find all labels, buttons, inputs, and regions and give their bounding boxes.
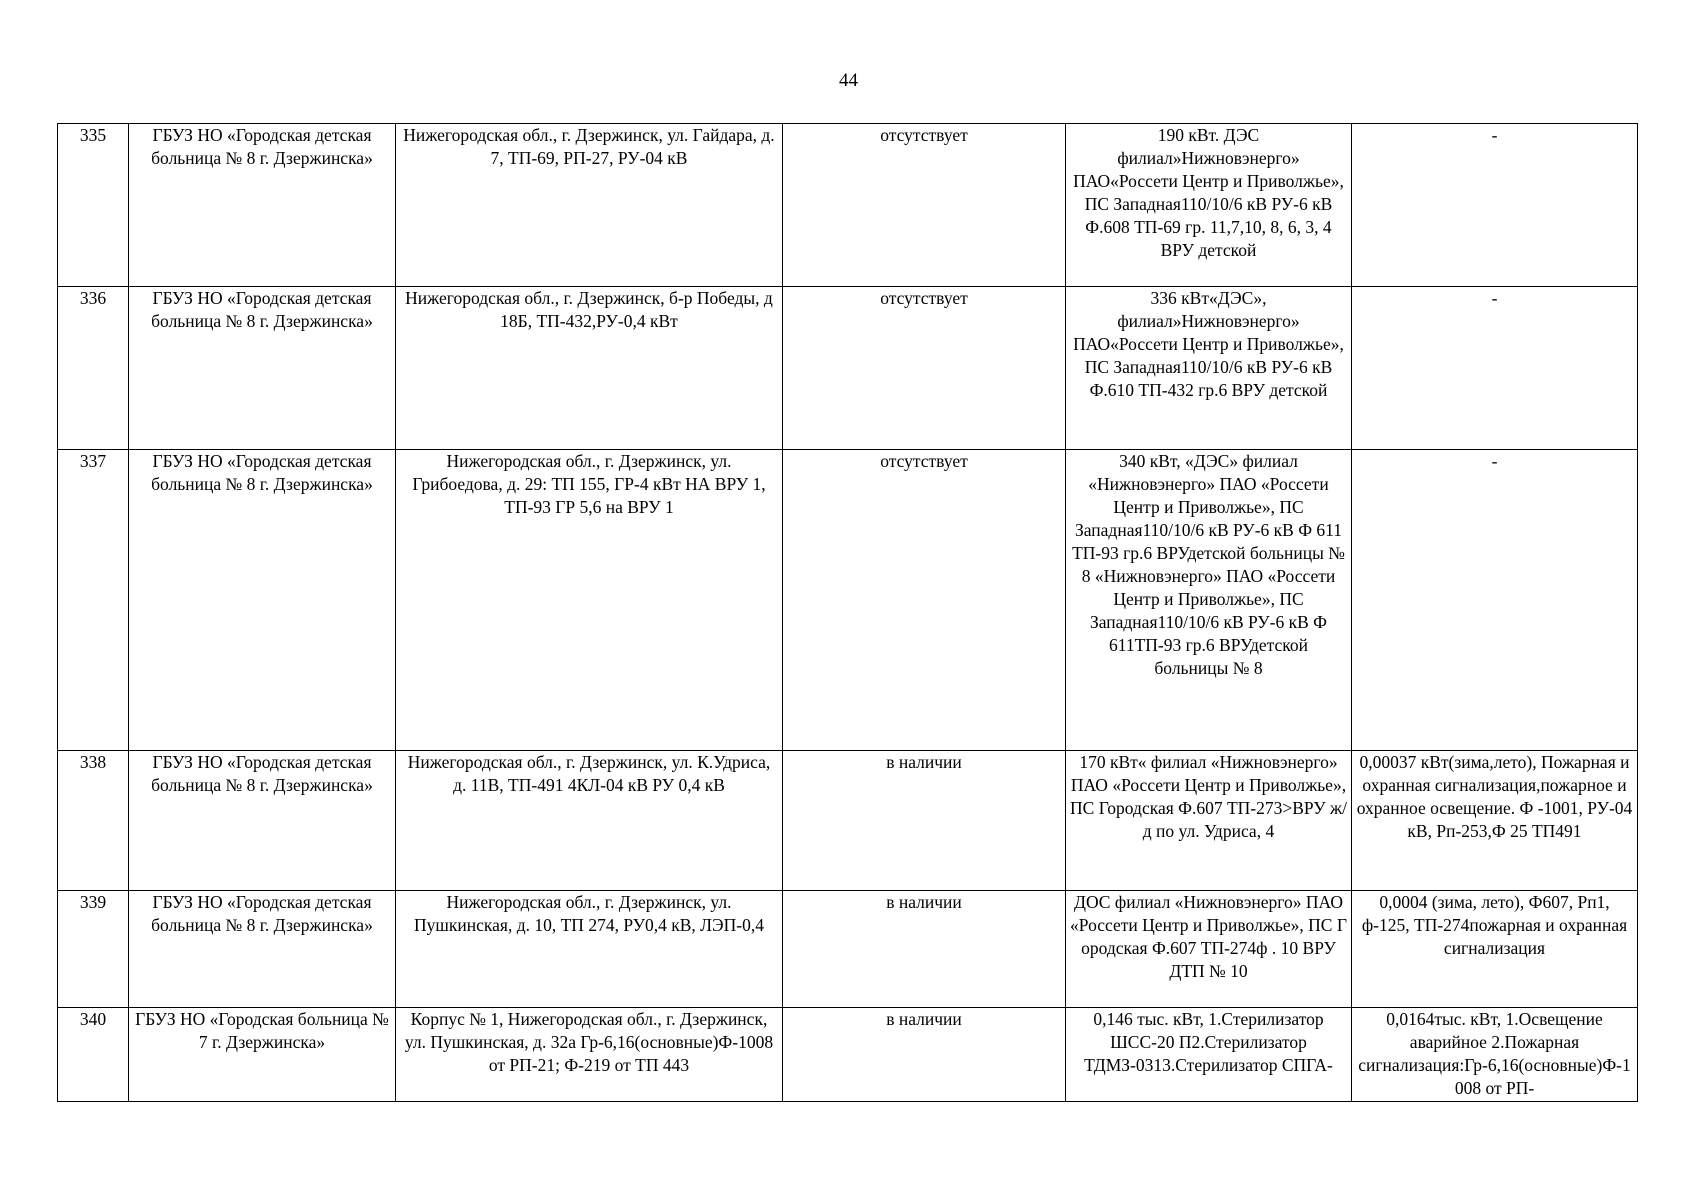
organization-cell: ГБУЗ НО «Городская детская больница № 8 г. Дзержинска»: [129, 891, 396, 1008]
address-cell: Корпус № 1, Нижегородская обл., г. Дзержинск, ул. Пушкинская, д. 32а Гр-6,16(основные)Ф-1008 от РП-21; Ф-219 от ТП 443: [396, 1008, 783, 1102]
availability-cell: отсутствует: [783, 287, 1066, 450]
organization-cell: ГБУЗ НО «Городская детская больница № 8 г. Дзержинска»: [129, 751, 396, 891]
organization-cell: ГБУЗ НО «Городская детская больница № 8 г. Дзержинска»: [129, 124, 396, 287]
row-number: 336: [58, 287, 129, 450]
table-row: [58, 1008, 1638, 1102]
table-row: [58, 450, 1638, 751]
availability-cell: отсутствует: [783, 124, 1066, 287]
availability-cell: в наличии: [783, 891, 1066, 1008]
address-cell: Нижегородская обл., г. Дзержинск, ул. Пушкинская, д. 10, ТП 274, РУ0,4 кВ, ЛЭП-0,4: [396, 891, 783, 1008]
table-row: [58, 751, 1638, 891]
organization-cell: ГБУЗ НО «Городская больница № 7 г. Дзержинска»: [129, 1008, 396, 1102]
power-supply-cell: 170 кВт« филиал «Нижновэнерго» ПАО «Россети Центр и Приволжье», ПС Городская Ф.607 ТП-273>ВРУ ж/д по ул. Удриса, 4: [1066, 751, 1352, 891]
energy-table: [57, 123, 1638, 1102]
address-cell: Нижегородская обл., г. Дзержинск, ул. Грибоедова, д. 29: ТП 155, ГР-4 кВт НА ВРУ 1, ТП-93 ГР 5,6 на ВРУ 1: [396, 450, 783, 751]
availability-cell: в наличии: [783, 1008, 1066, 1102]
address-cell: Нижегородская обл., г. Дзержинск, ул. Гайдара, д. 7, ТП-69, РП-27, РУ-04 кВ: [396, 124, 783, 287]
reserve-cell: 0,0004 (зима, лето), Ф607, Рп1, ф-125, ТП-274пожарная и охранная сигнализация: [1352, 891, 1638, 1008]
reserve-cell: -: [1352, 287, 1638, 450]
table-row: [58, 891, 1638, 1008]
address-cell: Нижегородская обл., г. Дзержинск, б-р Победы, д 18Б, ТП-432,РУ-0,4 кВт: [396, 287, 783, 450]
table-row: [58, 124, 1638, 287]
reserve-cell: -: [1352, 450, 1638, 751]
reserve-cell: 0,0164тыс. кВт, 1.Освещение аварийное 2.Пожарная сигнализация:Гр-6,16(основные)Ф-1008 от РП-: [1352, 1008, 1638, 1102]
organization-cell: ГБУЗ НО «Городская детская больница № 8 г. Дзержинска»: [129, 450, 396, 751]
row-number: 340: [58, 1008, 129, 1102]
page-number: 44: [839, 70, 858, 91]
row-number: 337: [58, 450, 129, 751]
power-supply-cell: 0,146 тыс. кВт, 1.Стерилизатор ШСС-20 П2.Стерилизатор ТДМЗ-0313.Стерилизатор СПГА-: [1066, 1008, 1352, 1102]
table-row: [58, 287, 1638, 450]
reserve-cell: -: [1352, 124, 1638, 287]
address-cell: Нижегородская обл., г. Дзержинск, ул. К.Удриса, д. 11В, ТП-491 4КЛ-04 кВ РУ 0,4 кВ: [396, 751, 783, 891]
reserve-cell: 0,00037 кВт(зима,лето), Пожарная и охранная сигнализация,пожарное и охранное освещение. Ф -1001, РУ-04 кВ, Рп-253,Ф 25 ТП491: [1352, 751, 1638, 891]
row-number: 335: [58, 124, 129, 287]
availability-cell: в наличии: [783, 751, 1066, 891]
power-supply-cell: ДОС филиал «Нижновэнерго» ПАО «Россети Центр и Приволжье», ПС Г ородская Ф.607 ТП-274ф . 10 ВРУ ДТП № 10: [1066, 891, 1352, 1008]
power-supply-cell: 190 кВт. ДЭС филиал»Нижновэнерго» ПАО«Россети Центр и Приволжье», ПС Западная110/10/6 кВ РУ-6 кВ Ф.608 ТП-69 гр. 11,7,10, 8, 6, 3, 4 ВРУ детской: [1066, 124, 1352, 287]
row-number: 338: [58, 751, 129, 891]
availability-cell: отсутствует: [783, 450, 1066, 751]
power-supply-cell: 336 кВт«ДЭС», филиал»Нижновэнерго» ПАО«Россети Центр и Приволжье», ПС Западная110/10/6 кВ РУ-6 кВ Ф.610 ТП-432 гр.6 ВРУ детской: [1066, 287, 1352, 450]
organization-cell: ГБУЗ НО «Городская детская больница № 8 г. Дзержинска»: [129, 287, 396, 450]
row-number: 339: [58, 891, 129, 1008]
power-supply-cell: 340 кВт, «ДЭС» филиал «Нижновэнерго» ПАО «Россети Центр и Приволжье», ПС Западная110/10/6 кВ РУ-6 кВ Ф 611 ТП-93 гр.6 ВРУдетской больницы № 8 «Нижновэнерго» ПАО «Россети Центр и Приволжье», ПС Западная110/10/6 кВ РУ-6 кВ Ф 611ТП-93 гр.6 ВРУдетской больницы № 8: [1066, 450, 1352, 751]
